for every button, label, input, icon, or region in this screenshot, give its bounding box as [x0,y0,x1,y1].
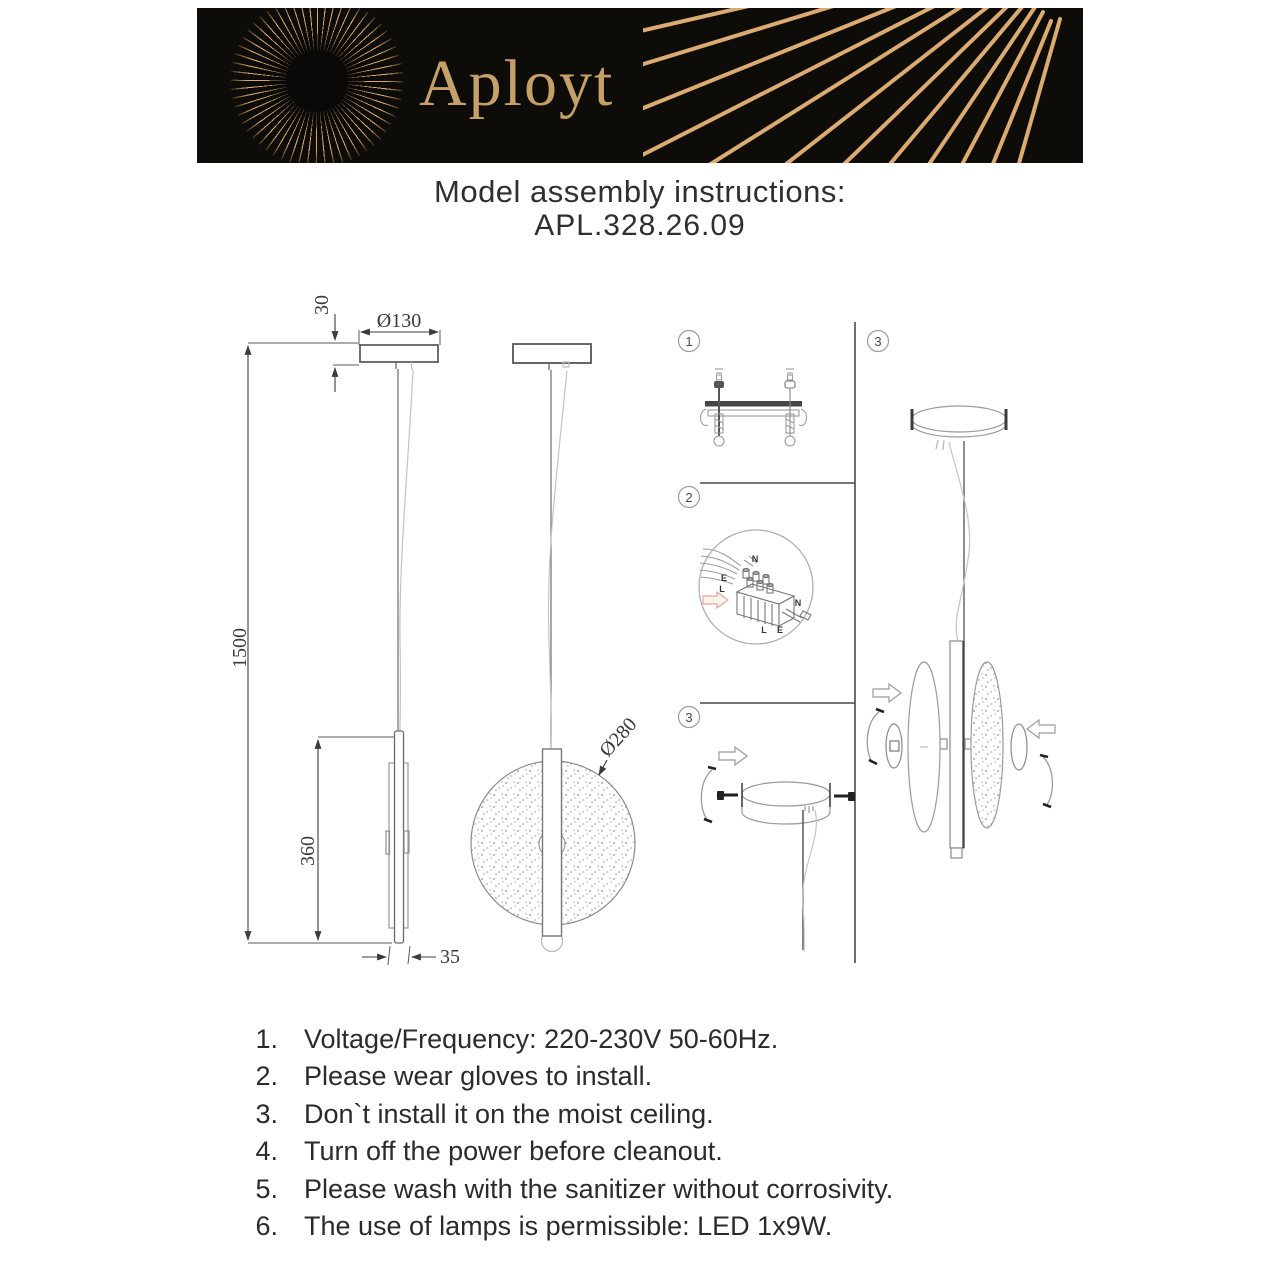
step3-canopy-drawing [701,747,855,952]
step3-right-number: 3 [874,334,882,349]
item-text: Don`t install it on the moist ceiling. [304,1098,714,1129]
list-item [232,1171,893,1208]
dim-360-label: 360 [297,836,319,866]
step3-number: 3 [685,710,693,725]
dim-280-label: Ø280 [595,713,642,762]
item-number: 5. [255,1173,278,1204]
item-text: Please wash with the sanitizer without corrosivity. [304,1173,894,1204]
item-text: The use of lamps is permissible: LED 1x9W. [304,1211,833,1242]
item-number: 6. [255,1211,278,1242]
list-item [232,1133,893,1170]
front-view-drawing [471,344,641,952]
item-number: 2. [255,1061,278,1092]
item-number: 4. [255,1136,278,1167]
step2-wiring-drawing [699,530,813,644]
model-number: APL.328.26.09 [534,209,746,242]
wire-label-e-left: E [720,573,728,583]
step3-assembly-drawing [867,406,1055,858]
brand-logo-text: Aployt [419,47,615,120]
list-item [232,1096,893,1133]
item-text: Voltage/Frequency: 220-230V 50-60Hz. [304,1024,779,1054]
dim-30-label: 30 [311,295,333,315]
step-badges [679,331,889,728]
side-view-drawing [229,295,460,968]
step1-number: 1 [685,334,693,349]
list-item [232,1021,893,1058]
wire-label-l-bottom: L [761,625,767,635]
instructions-list [232,1021,893,1245]
wire-label-e-bottom: E [776,625,784,635]
list-item [232,1058,893,1095]
wire-label-n-right: N [794,598,802,608]
step2-number: 2 [685,490,693,505]
wire-label-l-left: L [719,584,725,594]
item-number: 3. [255,1098,278,1129]
item-text: Please wear gloves to install. [304,1061,653,1092]
list-item [232,1208,893,1245]
step1-bracket-drawing [701,369,807,446]
page-title: Model assembly instructions: [434,174,846,209]
dim-130-label: Ø130 [376,310,422,332]
dim-35-label: 35 [440,946,460,968]
dim-1500-label: 1500 [229,628,251,668]
wire-label-n-top: N [751,554,759,564]
item-number: 1. [255,1024,278,1054]
item-text: Turn off the power before cleanout. [304,1136,723,1167]
